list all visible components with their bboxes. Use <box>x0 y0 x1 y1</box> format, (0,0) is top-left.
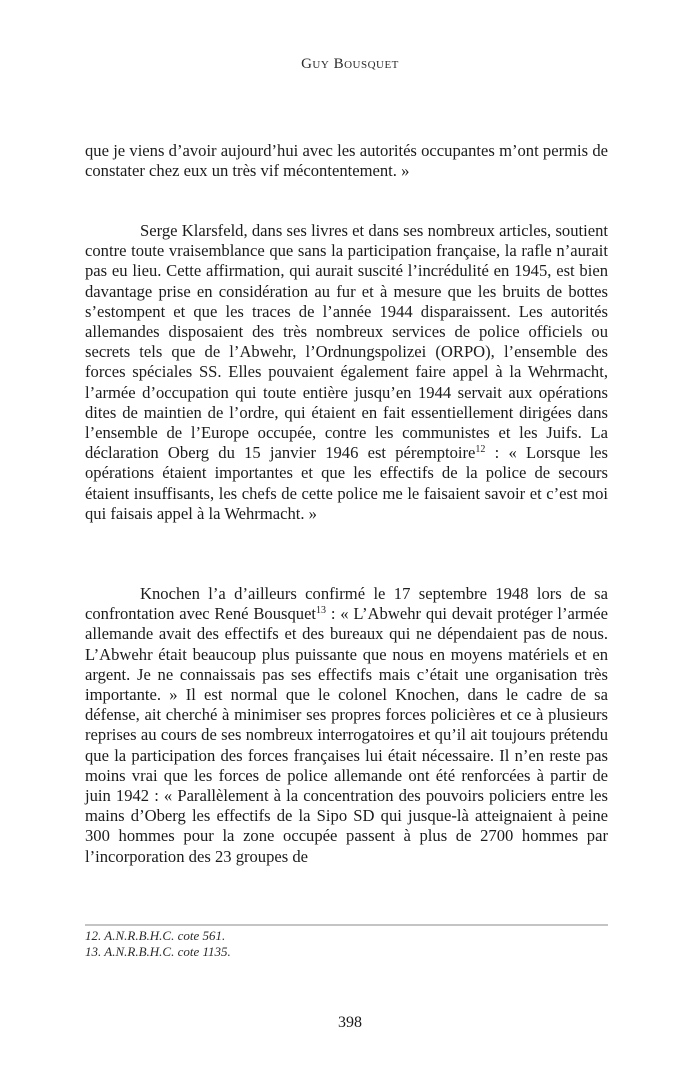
footnote-reference[interactable]: 13 <box>316 605 327 617</box>
footnote-divider <box>85 924 608 926</box>
paragraph-text: Serge Klarsfeld, dans ses livres et dans ses nombreux articles, soutient contre toute vraisemblance que sans la participation française, la rafle n’aurait pas eu lieu. Cette affirmation, qui aurait suscité l’incrédulité en 1945, est bien davantage prise en considération au fur et à mesure que les bruits de bottes s’estompent et que les traces de l’année 1944 disparaissent. Les autorités allemandes disposaient des très nombreux services de police officiels ou secrets tels que de l’Abwehr, l’Ordnungspolizei (ORPO), l’ensemble des forces spéciales SS. Elles pouvaient également faire appel à la Wehrmacht, l’armée d’occupation qui toute entière jusqu’en 1944 servait aux opérations dites de maintien de l’ordre, qui étaient en fait essentiellement dirigées dans l’ensemble de l’Europe occupée, contre les communistes et les Juifs. La déclaration Oberg du 15 janvier 1946 est péremptoire <box>85 221 608 463</box>
footnote-number: 12. <box>85 928 102 943</box>
paragraph-text: que je viens d’avoir aujourd’hui avec les autorités occupantes m’ont permis de constater chez eux un très vif mécontentement. » <box>85 141 608 181</box>
paragraph-continuation <box>85 141 608 181</box>
footnote-text: A.N.R.B.H.C. cote 1135. <box>104 944 231 959</box>
running-head: Guy Bousquet <box>301 56 399 72</box>
footnote-text: A.N.R.B.H.C. cote 561. <box>104 928 226 943</box>
paragraph-klarsfeld <box>85 221 608 524</box>
paragraph-knochen <box>85 584 608 867</box>
footnotes <box>85 928 608 960</box>
paragraph-body <box>85 584 608 867</box>
footnote-item <box>85 944 608 960</box>
footnote-item <box>85 928 608 944</box>
footnote-number: 13. <box>85 944 102 959</box>
paragraph-text: : « L’Abwehr qui devait protéger l’armée allemande avait des effectifs et des bureaux qui ne dépendaient pas de nous. L’Abwehr était beaucoup plus puissante que nous en moyens matériels et en argent. Je ne connaissais pas ses effectifs mais c’était une organisation très importante. » Il est normal que le colonel Knochen, dans le cadre de sa défense, ait cherché à minimiser ses propres forces policières et ce à plusieurs reprises au cours de ses nombreux interrogatoires et qu’il ait toujours prétendu que la participation des forces françaises lui était nécessaire. Il n’en reste pas moins vrai que les forces de police allemande ont été renforcées à partir de juin 1942 : « Parallèlement à la concentration des pouvoirs policiers entre les mains d’Oberg les effectifs de la Sipo SD qui jusque-là atteignaient à peine 300 hommes pour la zone occupée passent à plus de 2700 hommes par l’incorporation des 23 groupes de <box>85 604 609 866</box>
page-number: 398 <box>338 1014 362 1031</box>
paragraph-text: Knochen l’a d’ailleurs confirmé le 17 septembre 1948 lors de sa confrontation avec René Bousquet <box>85 584 608 624</box>
paragraph-text: : « Lorsque les opérations étaient importantes et que les effectifs de la police de secours étaient insuffisants, les chefs de cette police me le faisaient savoir et c’est moi qui faisais appel à la Wehrmacht. » <box>85 443 608 523</box>
paragraph-body <box>85 221 608 524</box>
footnote-reference[interactable]: 12 <box>475 444 486 456</box>
